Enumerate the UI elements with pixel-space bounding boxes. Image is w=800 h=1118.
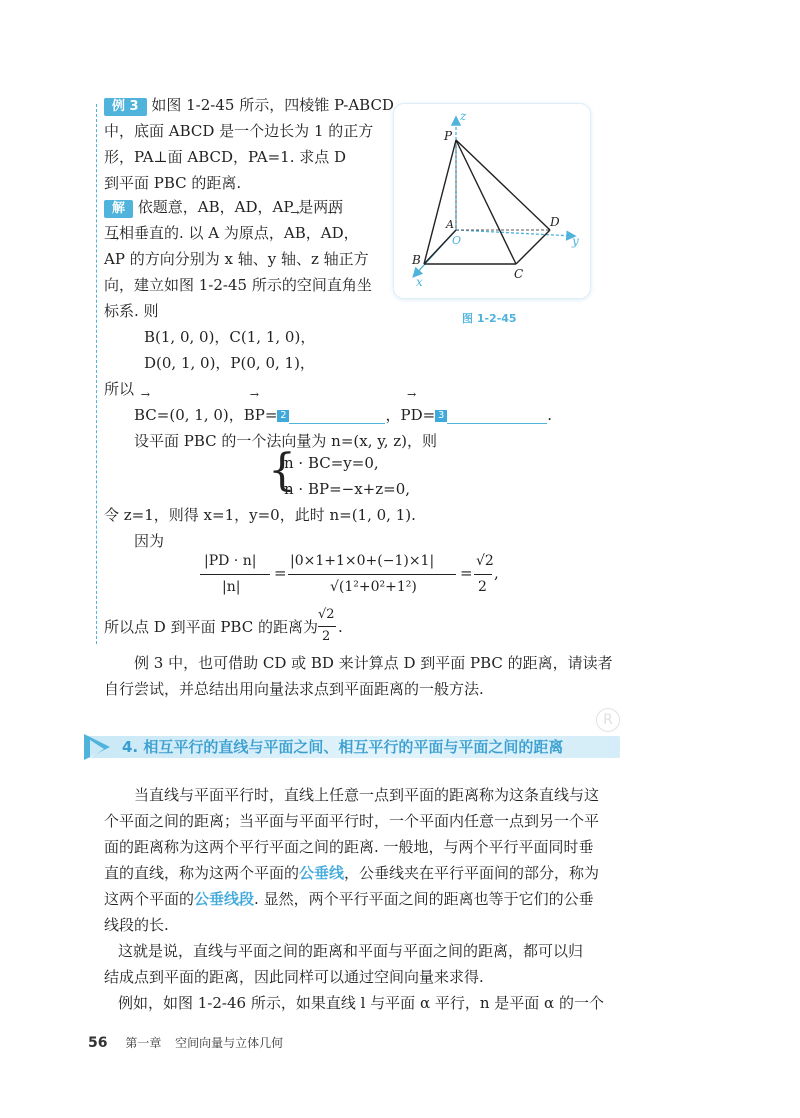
para1-line-2: 个平面之间的距离；当平面与平面平行时，一个平面内任意一点到另一个平 xyxy=(104,812,600,830)
figure-card xyxy=(394,104,590,298)
fraction-mid-numerator: |0×1+1×0+(−1)×1| xyxy=(290,553,435,569)
page-footer xyxy=(88,1034,283,1051)
example-intro-line-2: 中，底面 ABCD 是一个边长为 1 的正方 xyxy=(104,122,374,140)
chapter-title: 空间向量与立体几何 xyxy=(175,1036,284,1050)
blank-2-marker: 2 xyxy=(277,410,289,422)
vector-results-line: → BC=(0, 1, 0)，→ BP= 2 ，→ PD= 3 . xyxy=(134,402,552,428)
term-common-perpendicular: 公垂线 xyxy=(299,864,345,882)
conclusion-text: 所以点 D 到平面 PBC 的距离为 xyxy=(104,618,318,636)
vector-pd: → PD xyxy=(400,402,422,428)
label-y: y xyxy=(572,234,579,248)
label-d: D xyxy=(550,215,560,229)
para1-line-4-a: 直的直线，称为这两个平面的 xyxy=(104,864,300,882)
paragraph-1 xyxy=(104,782,614,1016)
section-arrow-inner-icon xyxy=(90,740,104,758)
vector-ap: → AP xyxy=(104,246,125,272)
figure-caption: 图 1-2-45 xyxy=(462,312,517,325)
solution-line-1 xyxy=(104,194,343,220)
vector-bp: → BP xyxy=(244,402,265,428)
system-equation-1: n · BC=y=0, xyxy=(284,454,379,472)
solution-line-4: 向，建立如图 1-2-45 所示的空间直角坐 xyxy=(104,276,372,294)
system-equation-2: n · BP=−x+z=0, xyxy=(284,480,411,498)
normal-vector-intro: 设平面 PBC 的一个法向量为 n=(x, y, z)，则 xyxy=(134,432,438,450)
solution-line-3-text: 的方向分别为 x 轴、y 轴、z 轴正方 xyxy=(124,250,369,268)
pyramid-figure xyxy=(394,104,590,298)
vector-ab: → AB xyxy=(284,220,306,246)
example-badge: 例 3 xyxy=(104,98,147,116)
label-z: z xyxy=(460,109,467,123)
conclusion-numerator: √2 xyxy=(318,607,335,622)
edge-cd xyxy=(516,230,550,264)
para1-line-1: 当直线与平面平行时，直线上任意一点到平面的距离称为这条直线与这 xyxy=(134,786,600,804)
example-intro-line-4: 到平面 PBC 的距离. xyxy=(104,174,242,192)
chapter-number: 第一章 xyxy=(125,1036,162,1050)
conclusion-line xyxy=(104,614,318,640)
label-x: x xyxy=(416,275,423,289)
coordinates-line-2: D(0, 1, 0)，P(0, 0, 1)， xyxy=(144,354,315,372)
example-guide-line xyxy=(96,104,97,644)
fraction-comma: , xyxy=(494,564,499,582)
label-a: A xyxy=(446,218,454,231)
equals-sign-2: = xyxy=(460,564,473,582)
solution-line-2: 互相垂直的. 以 A 为原点，→ AB，→ AD， xyxy=(104,220,359,246)
system-brace: { xyxy=(268,445,296,496)
para1-line-5-b: . 显然，两个平行平面之间的距离也等于它们的公垂 xyxy=(254,890,594,908)
conclusion-period: . xyxy=(338,618,343,636)
para1-line-5-a: 这两个平面的 xyxy=(104,890,195,908)
vector-bc: → BC xyxy=(134,402,157,428)
para1-line-5 xyxy=(104,886,614,912)
para2-line-1: 这就是说，直线与平面之间的距离和平面与平面之间的距离，都可以归 xyxy=(118,942,584,960)
label-c: C xyxy=(514,267,524,281)
para1-line-4 xyxy=(104,860,614,886)
let-z-line: 令 z=1，则得 x=1，y=0，此时 n=(1, 0, 1). xyxy=(104,506,416,524)
equals-sign-1: = xyxy=(274,564,287,582)
because-label: 因为 xyxy=(134,532,165,550)
solution-line-3 xyxy=(104,246,369,272)
remark-line-2: 自行尝试，并总结出用向量法求点到平面距离的一般方法. xyxy=(104,680,484,698)
solution-line-1-text: 依题意，AB，AD，AP 是两两 xyxy=(137,198,344,216)
solution-badge: 解 xyxy=(104,200,133,218)
edge-pc xyxy=(456,140,516,264)
vector-ad: → AD xyxy=(321,220,344,246)
example-intro-line-1: 如图 1-2-45 所示，四棱锥 P-ABCD xyxy=(151,96,394,114)
y-axis xyxy=(456,230,574,236)
registered-mark: R xyxy=(596,708,620,732)
so-label: 所以 xyxy=(104,380,135,398)
term-common-perpendicular-segment: 公垂线段 xyxy=(194,890,255,908)
coordinates-line-1: B(1, 0, 0)，C(1, 1, 0)， xyxy=(144,328,316,346)
remark-line-1: 例 3 中，也可借助 CD 或 BD 来计算点 D 到平面 PBC 的距离，请读者 xyxy=(134,654,613,672)
solution-line-2-text: 互相垂直的. 以 A 为原点， xyxy=(104,224,284,242)
label-o: O xyxy=(452,234,462,247)
blank-2-line xyxy=(289,409,385,424)
example-intro-line-3: 形，PA⊥面 ABCD，PA=1. 求点 D xyxy=(104,148,347,166)
example-header xyxy=(104,92,394,118)
vector-bc-value: =(0, 1, 0)， xyxy=(156,406,244,424)
label-p: P xyxy=(444,129,453,143)
fraction-lhs-denominator: |n| xyxy=(222,579,241,595)
fraction-rhs-denominator: 2 xyxy=(478,579,487,595)
conclusion-denominator: 2 xyxy=(322,629,331,644)
para1-line-3: 面的距离称为这两个平行平面之间的距离. 一般地，与两个平行平面同时垂 xyxy=(104,838,594,856)
edge-pd xyxy=(456,140,550,230)
fraction-lhs-numerator: |PD · n| xyxy=(204,553,257,569)
para2-line-2: 结成点到平面的距离，因此同样可以通过空间向量来求得. xyxy=(104,968,484,986)
blank-3-marker: 3 xyxy=(435,410,447,422)
label-b: B xyxy=(412,253,421,267)
para1-line-6: 线段的长. xyxy=(104,916,169,934)
para1-line-4-b: ，公垂线夹在平行平面间的部分，称为 xyxy=(344,864,600,882)
fraction-mid-denominator: √(1²+0²+1²) xyxy=(330,579,417,595)
fraction-rhs-numerator: √2 xyxy=(476,553,494,569)
section-title: 4. 相互平行的直线与平面之间、相互平行的平面与平面之间的距离 xyxy=(122,738,564,756)
solution-line-5: 标系. 则 xyxy=(104,302,159,320)
para3-line-1: 例如，如图 1-2-46 所示，如果直线 l 与平面 α 平行，n 是平面 α 的一个 xyxy=(118,994,604,1012)
blank-3-line xyxy=(447,409,547,424)
page-number: 56 xyxy=(88,1035,108,1051)
